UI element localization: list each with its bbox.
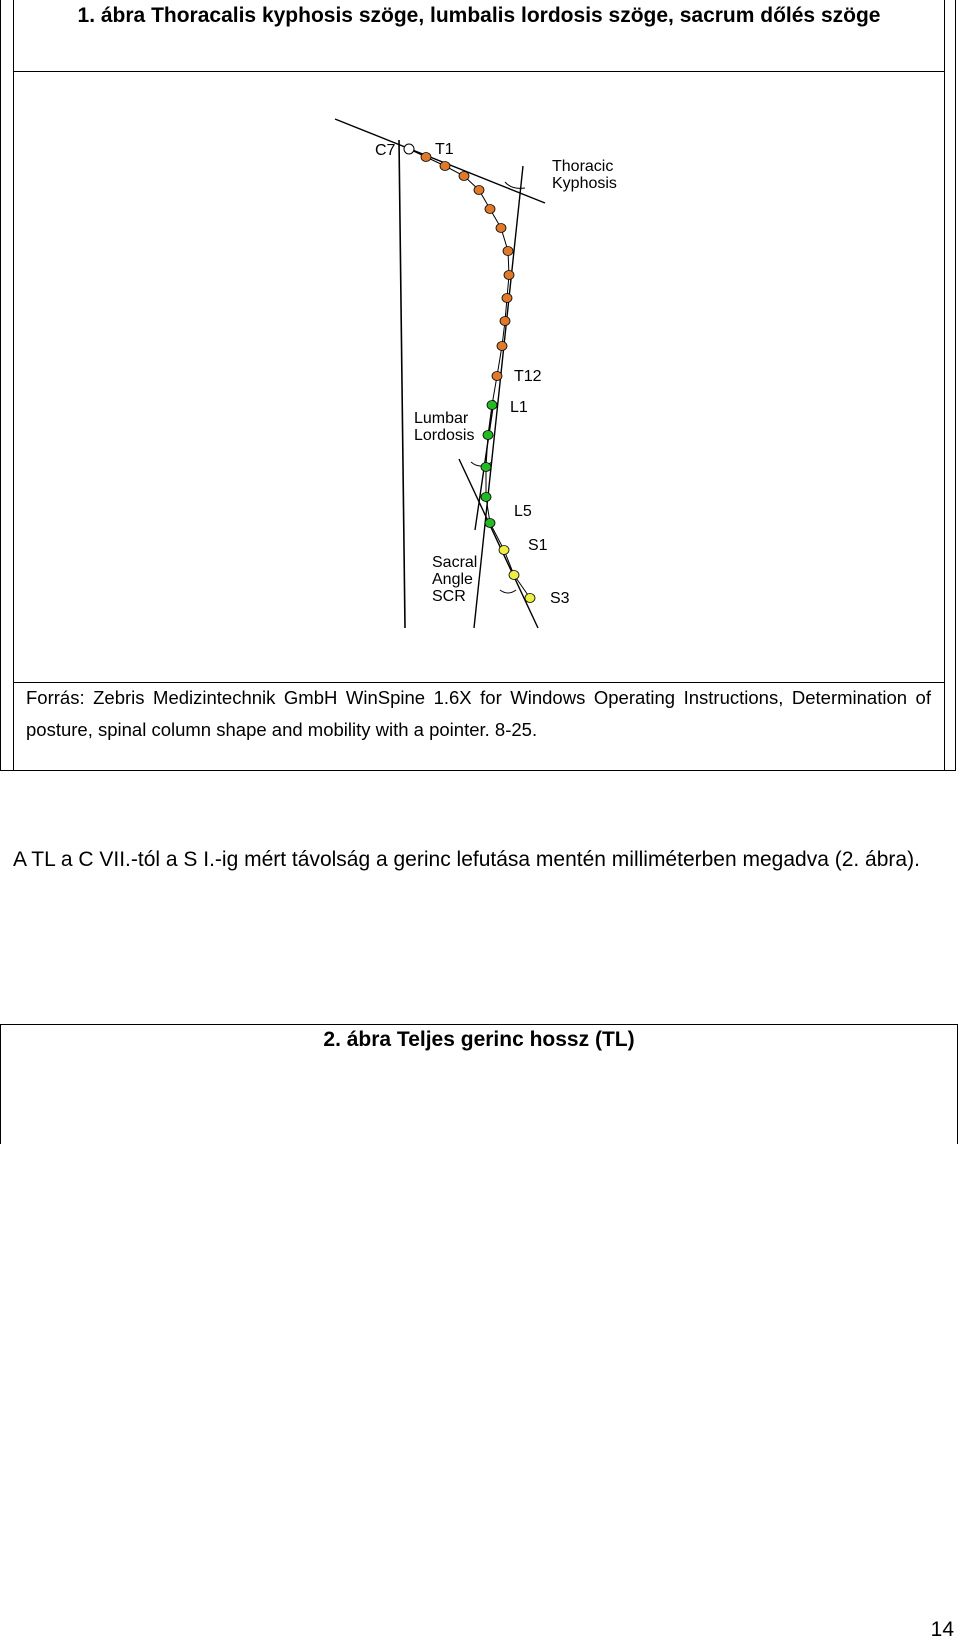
spine-curve [409,149,530,598]
body-paragraph: A TL a C VII.-tól a S I.-ig mért távolság a gerinc lefutása mentén milliméterben megadva (2. ábra). [13,848,920,871]
label-s1: S1 [528,537,548,554]
page-number: 14 [930,1618,954,1641]
figure2-caption: 2. ábra Teljes gerinc hossz (TL) [323,1028,635,1051]
figure1-caption: 1. ábra Thoracalis kyphosis szöge, lumbalis lordosis szöge, sacrum dőlés szöge [77,4,881,27]
vertebra-s3 [525,594,535,603]
label-lordosis: Lordosis [414,427,475,444]
label-thoracic: Thoracic [552,158,614,175]
vertebra-c7 [404,144,414,154]
label-sacral: Sacral [432,554,478,571]
label-angle: Angle [432,571,473,588]
vertebra-l1 [487,401,497,410]
vertebra-l2 [483,431,493,440]
label-kyphosis: Kyphosis [552,175,617,192]
vertebra-t9 [502,294,512,303]
kyphosis-angle-arc [505,182,525,188]
label-scr: SCR [432,588,466,605]
thoracic-tangent-line [335,119,545,203]
vertebra-t10 [500,317,510,326]
spine-diagram [0,0,960,680]
label-t12: T12 [514,368,542,385]
plumb-line [399,140,405,628]
thoracic-long-line [474,166,523,628]
label-c7: C7 [375,142,396,159]
vertebra-l4 [481,493,491,502]
label-lumbar: Lumbar [414,410,469,427]
vertebra-t2 [440,162,450,171]
figure1-source: Forrás: Zebris Medizintechnik GmbH WinSpine 1.6X for Windows Operating Instructions, Determination of posture, spinal column shape and mobility with a pointer. 8-25. [26,687,931,740]
lumbar-tangent-line [459,459,538,628]
vertebra-t3 [459,172,469,181]
vertebra-t7 [503,247,513,256]
vertebra-t12 [492,372,502,381]
vertebra-t5 [485,205,495,214]
vertebra-s1 [499,546,509,555]
vertebra-s2 [509,571,519,580]
label-l5: L5 [514,503,532,520]
vertebra-t11 [497,342,507,351]
vertebra-t4 [474,186,484,195]
vertebra-l3 [481,463,491,472]
vertebra-t6 [496,224,506,233]
sacral-angle-arc [500,590,516,593]
vertebra-t1 [421,153,431,162]
label-l1: L1 [510,399,528,416]
label-t1: T1 [435,141,454,158]
vertebra-l5 [485,519,495,528]
label-s3: S3 [550,590,570,607]
vertebra-t8 [504,271,514,280]
